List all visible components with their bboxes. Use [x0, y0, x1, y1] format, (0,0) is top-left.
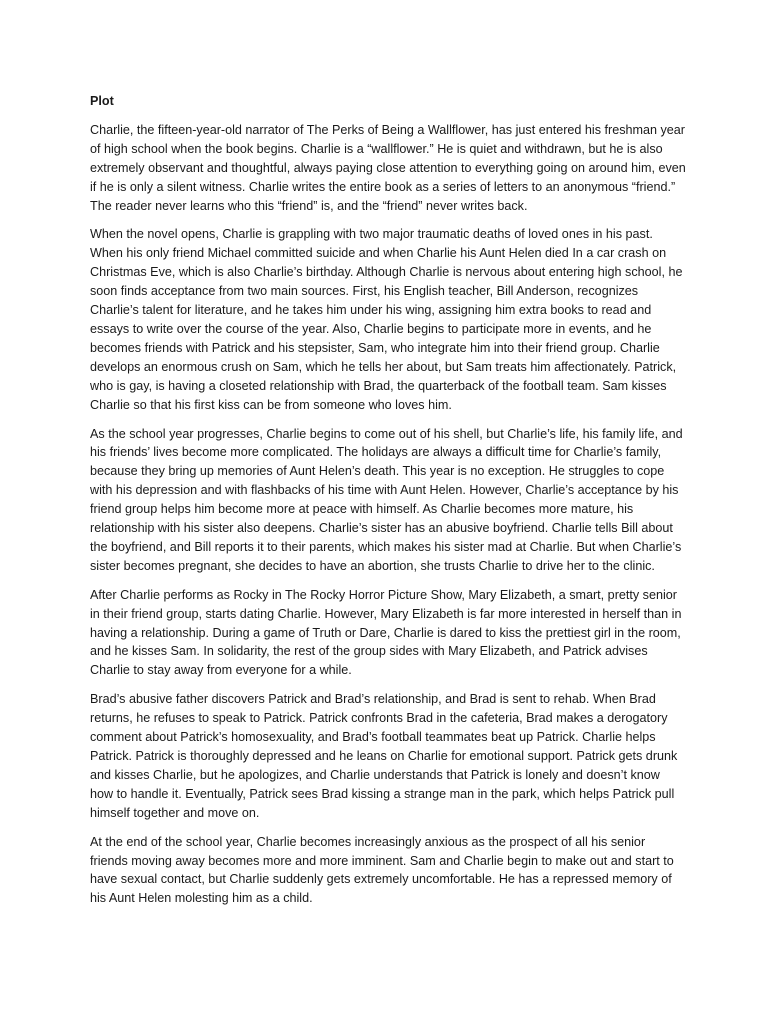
- paragraph-5: Brad’s abusive father discovers Patrick and Brad’s relationship, and Brad is sent to rehab. When Brad returns, he refuses to speak to Patrick. Patrick confronts Brad in the cafeteria, Brad makes a derogatory comment about Patrick’s homosexuality, and Brad’s football teammates beat up Patrick. Charlie helps Patrick. Patrick is thoroughly depressed and he leans on Charlie for emotional support. Patrick gets drunk and kisses Charlie, but he apologizes, and Charlie understands that Patrick is lonely and doesn’t know how to handle it. Eventually, Patrick sees Brad kissing a strange man in the park, which helps Patrick pull himself together and move on.: [90, 692, 678, 820]
- paragraph-6: At the end of the school year, Charlie becomes increasingly anxious as the prospect of all his senior friends moving away becomes more and more imminent. Sam and Charlie begin to make out and start to have sexual contact, but Charlie suddenly gets extremely uncomfortable. He has a repressed memory of his Aunt Helen molesting him as a child.: [90, 834, 674, 906]
- paragraph-2: When the novel opens, Charlie is grappling with two major traumatic deaths of loved ones in his past. When his only friend Michael committed suicide and when Charlie his Aunt Helen died In a car crash on Christmas Eve, which is also Charlie’s birthday. Although Charlie is nervous about entering high school, he soon finds acceptance from two main sources. First, his English teacher, Bill Anderson, recognizes Charlie’s talent for literature, and he takes him under his wing, assigning him extra books to read and essays to write over the course of the year. Also, Charlie begins to participate more in events, and he becomes friends with Patrick and his stepsister, Sam, who integrate him into their friend group. Charlie develops an enormous crush on Sam, which he tells her about, but Sam treats him affectionately. Patrick, who is gay, is having a closeted relationship with Brad, the quarterback of the football team. Sam kisses Charlie so that his first kiss can be from someone who loves him.: [90, 227, 683, 412]
- section-heading: Plot: [90, 94, 114, 108]
- paragraph-3: As the school year progresses, Charlie begins to come out of his shell, but Charlie’s life, his family life, and his friends’ lives become more complicated. The holidays are always a difficult time for Charlie’s family, because they bring up memories of Aunt Helen’s death. This year is no exception. He struggles to cope with his depression and with flashbacks of his time with Aunt Helen. However, Charlie’s acceptance by his friend group helps him become more at peace with himself. As Charlie becomes more mature, his relationship with his sister also deepens. Charlie’s sister has an abusive boyfriend. Charlie tells Bill about the boyfriend, and Bill reports it to their parents, which makes his sister mad at Charlie. But when Charlie’s sister becomes pregnant, she decides to have an abortion, she trusts Charlie to drive her to the clinic.: [90, 426, 683, 573]
- paragraph-1: Charlie, the fifteen-year-old narrator of The Perks of Being a Wallflower, has just entered his freshman year of high school when the book begins. Charlie is a “wallflower.” He is quiet and withdrawn, but he is also extremely observant and thoughtful, always paying close attention to everything going on around him, even if he is only a silent witness. Charlie writes the entire book as a series of letters to an anonymous “friend.” The reader never learns who this “friend” is, and the “friend” never writes back.: [90, 122, 686, 213]
- document-page: [90, 92, 686, 918]
- paragraph-4: After Charlie performs as Rocky in The Rocky Horror Picture Show, Mary Elizabeth, a smart, pretty senior in their friend group, starts dating Charlie. However, Mary Elizabeth is far more interested in herself than in having a relationship. During a game of Truth or Dare, Charlie is dared to kiss the prettiest girl in the room, and he kisses Sam. In solidarity, the rest of the group sides with Mary Elizabeth, and Patrick advises Charlie to stay away from everyone for a while.: [90, 587, 682, 678]
